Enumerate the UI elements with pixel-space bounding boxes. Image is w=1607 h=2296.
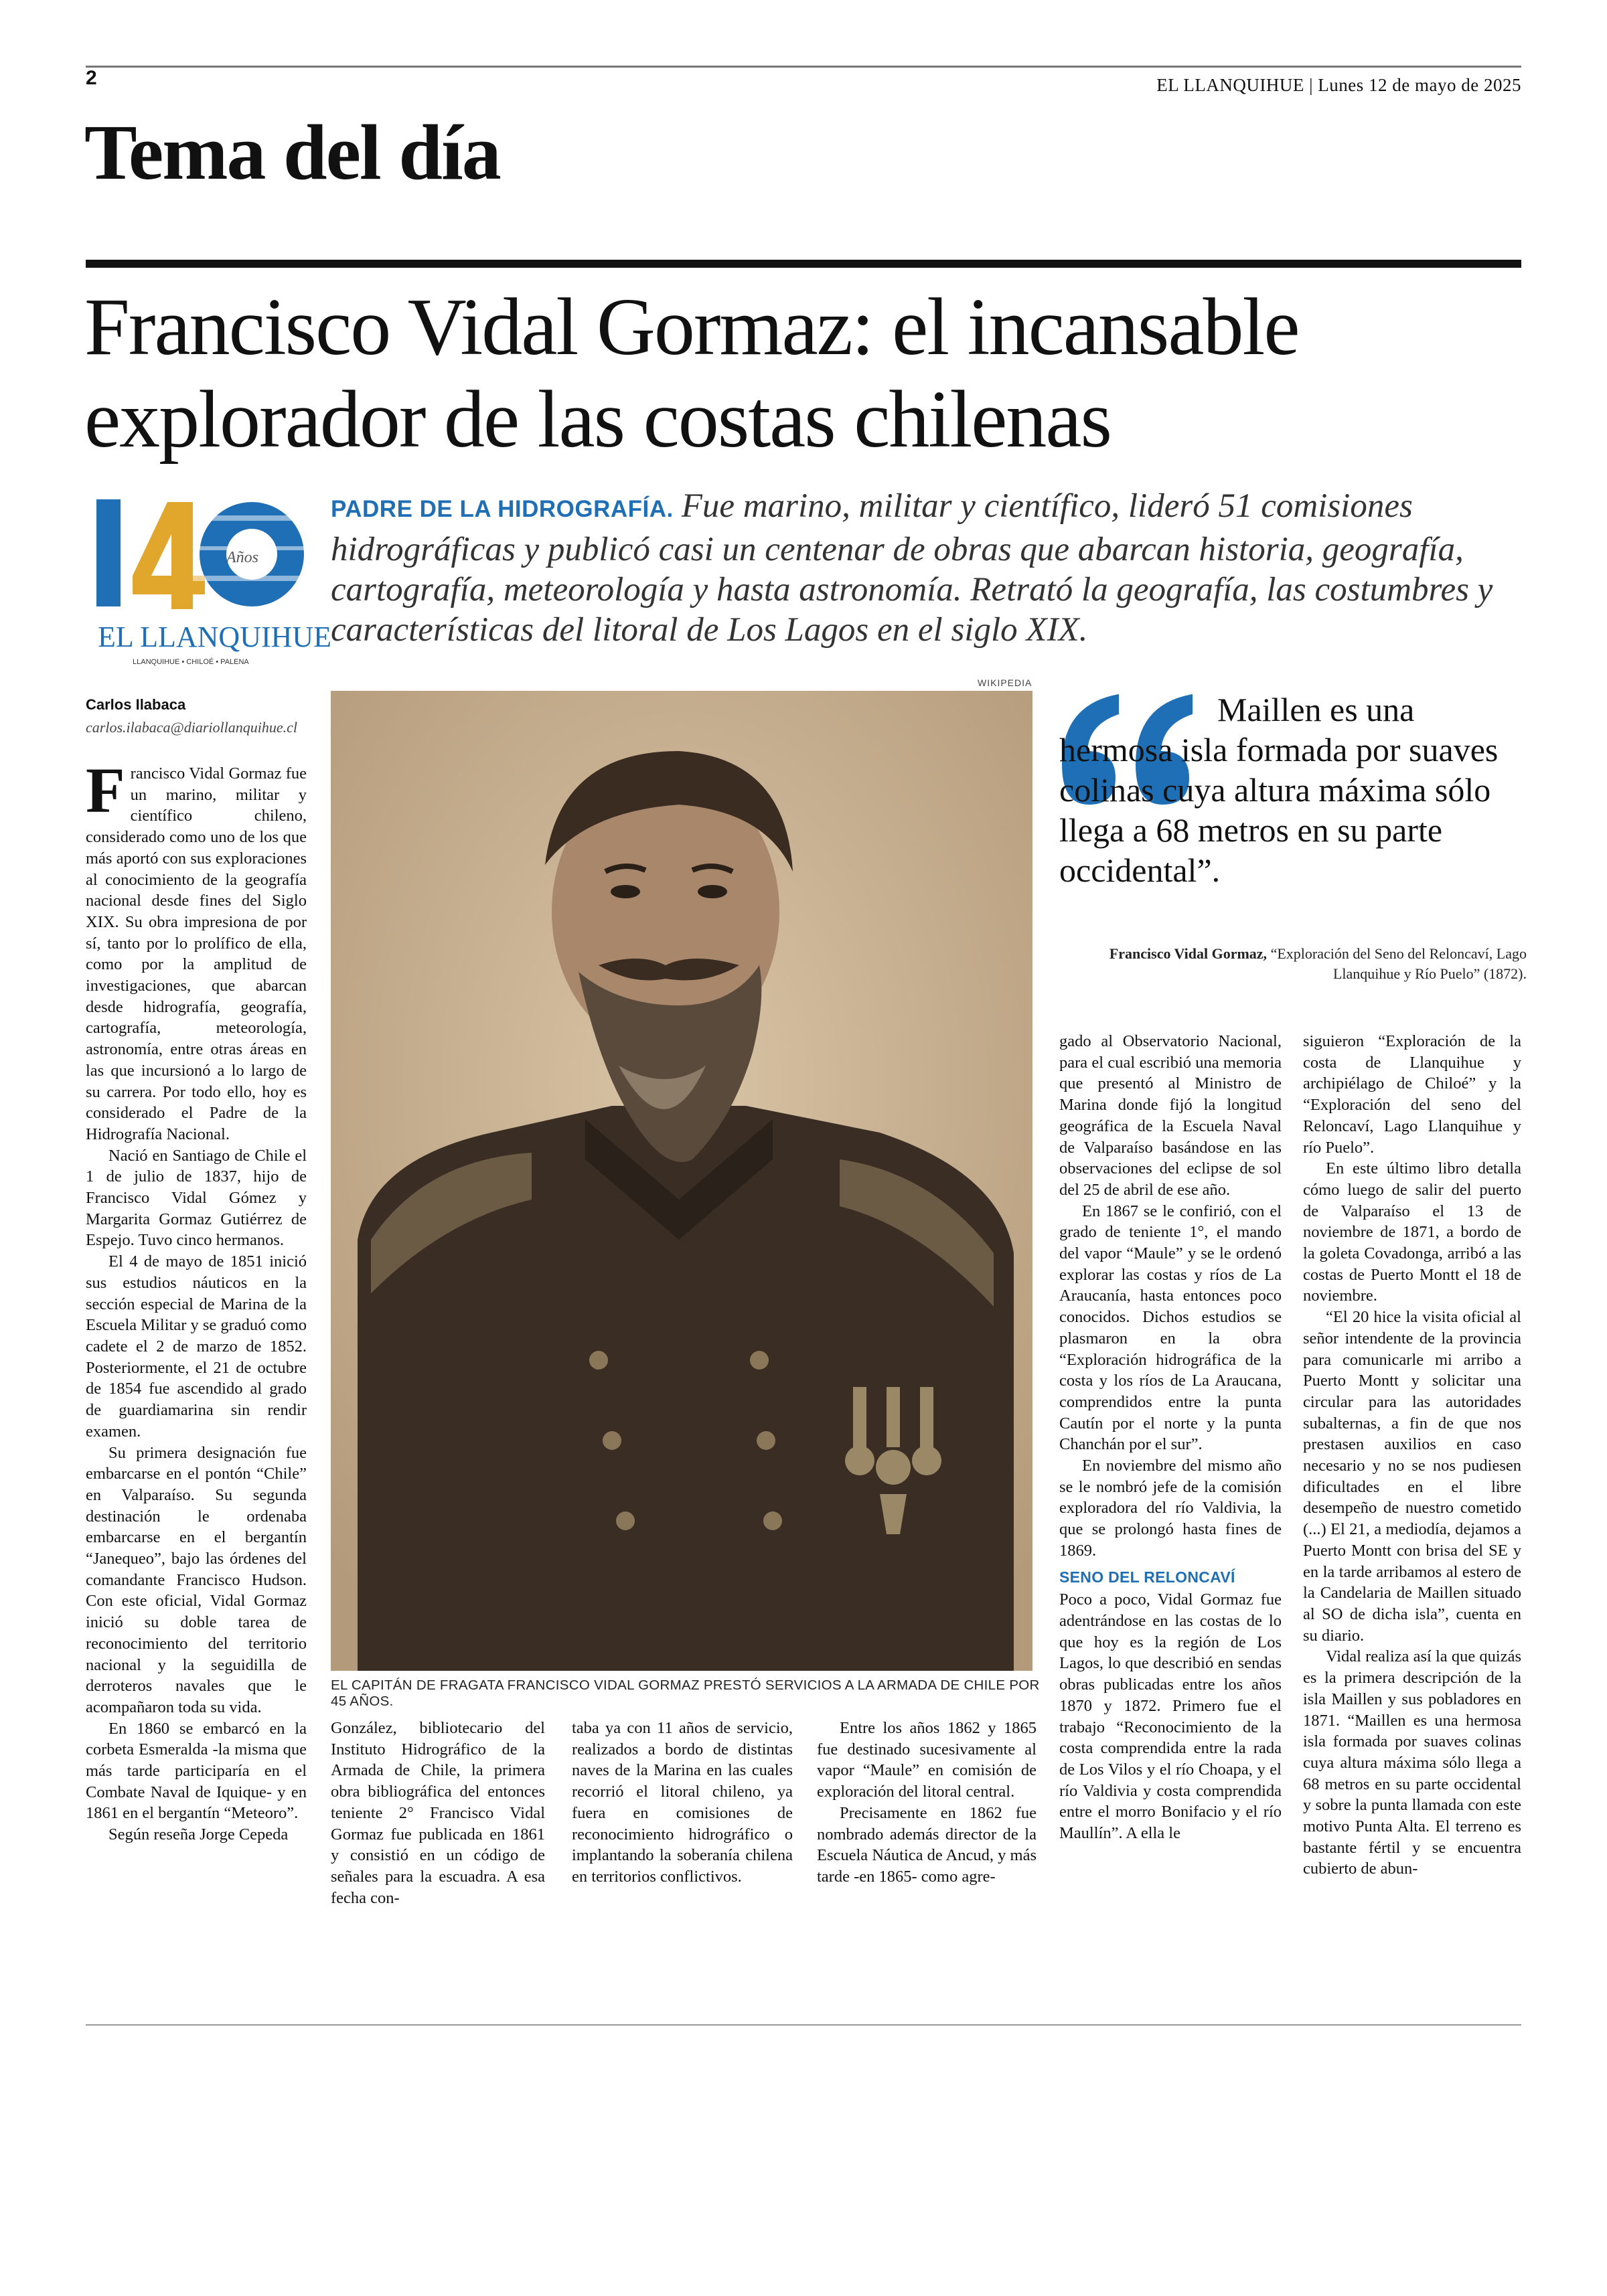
portrait-image [331,691,1032,1671]
logo-anos: Años [226,549,258,566]
paragraph: siguieron “Exploración de la costa de Llanquihue y archipiélago de Chiloé” y la “Exploración del seno del Reloncaví, Lago Llanquihue y río Puelo”. [1303,1032,1521,1157]
body-column-6 [1303,1031,1521,1880]
paragraph: El 4 de mayo de 1851 inició sus estudios náuticos en la sección especial de Marina de la Escuela Militar y se graduó como cadete el 2 de marzo de 1852. Posteriormente, el 21 de octubre de 1854 fue ascendido al grado de guardiamarina sin rendir examen. [86,1252,307,1441]
anniversary-logo [92,495,332,669]
pull-quote-attribution [1085,944,1527,984]
byline-email[interactable]: carlos.ilabaca@diariollanquihue.cl [86,719,297,736]
body-column-3 [572,1718,793,1888]
paragraph: En 1867 se le confirió, con el grado de teniente 1°, el mando del vapor “Maule” y se le ordenó explorar las costas y ríos de La Araucanía, hasta entonces poco conocidos. Dichos estudios se plasmaron en la obra “Exploración hidrográfica de la costa y los ríos de La Araucana, comprendidos entre la punta Cautín por el norte y la punta Chanchán por el sur”. [1059,1202,1282,1454]
quote-attr-name: Francisco Vidal Gormaz, [1109,945,1268,962]
body-column-1 [86,754,307,1846]
headline-line-2: explorador de las costas chilenas [84,374,1111,465]
lead-paragraph [331,486,1523,650]
byline-author: Carlos Ilabaca [86,696,186,713]
dropcap: F [86,754,125,826]
lead-text: Fue marino, militar y científico, lideró 51 comisiones hidrográficas y publicó casi un centenar de obras que abarcan historia, geografía, cartografía, meteorología y hasta astronomía. Retrató la geografía, las costumbres y características del litoral de Los Lagos en el siglo XIX. [331,487,1493,649]
headline-line-1: Francisco Vidal Gormaz: el incansable [84,282,1299,372]
pull-quote-text: Maillen es una hermosa isla formada por suaves colinas cuya altura máxima sólo llega a 68 metros en su parte occidental”. [1059,691,1499,889]
section-title: Tema del día [84,108,500,196]
portrait-photo [331,691,1032,1671]
quote-attr-source: “Exploración del Seno del Reloncaví, Lago Llanquihue y Río Puelo” (1872). [1270,945,1527,982]
body-column-2 [331,1718,545,1908]
paragraph: Su primera designación fue embarcarse en el pontón “Chile” en Valparaíso. Su segunda destinación le ordenaba embarcarse en el bergantín “Janequeo”, bajo las órdenes del comandante Francisco Hudson. Con este oficial, Vidal Gormaz inició su doble tarea de reconocimiento del territorio nacional y la seguidilla de derroteros navales que le acompañaron toda su vida. [86,1443,307,1716]
paragraph: Francisco Vidal Gormaz fue un marino, militar y científico chileno, considerado como uno de los que más aportó con sus exploraciones al conocimiento de la geografía nacional desde fines del Siglo XIX. Su obra impresiona de por sí, tanto por lo prolífico de ella, como por la amplitud de investigaciones, que abarcan desde hidrografía, geografía, cartografía, meteorología, astronomía, entre otras áreas en las que incursionó a lo largo de su carrera. Por todo ello, hoy es considerado el Padre de la Hidrografía Nacional. [86,754,307,1143]
paragraph: Vidal realiza así la que quizás es la primera descripción de la isla Maillen y sus pobladores en 1871. “Maillen es una hermosa isla formada por suaves colinas cuya altura máxima sólo llega a 68 metros en su parte occidental y sobre la punta llamada con este motivo Punta Alta. El terreno es bastante fértil y se encuentra cubierto de abun- [1303,1647,1521,1878]
paragraph: En 1860 se embarcó en la corbeta Esmeralda -la misma que más tarde participaría en el Combate Naval de Iquique- y en 1861 en el bergantín “Meteoro”. [86,1719,307,1823]
paragraph: En noviembre del mismo año se le nombró jefe de la comisión exploradora del río Valdivia, la que se prolongó hasta fines de 1869. [1059,1457,1282,1560]
section-rule [86,260,1521,268]
subheading: SENO DEL RELONCAVÍ [1059,1568,1235,1586]
paragraph: González, bibliotecario del Instituto Hidrográfico de la Armada de Chile, la primera obra bibliográfica del entonces teniente 2° Francisco Vidal Gormaz fue publicada en 1861 y consistió en un código de señales para la escuadra. A esa fecha con- [331,1719,545,1907]
page-number: 2 [86,67,97,89]
paragraph: Nació en Santiago de Chile el 1 de julio de 1837, hijo de Francisco Vidal Gómez y Margarita Gormaz Gutiérrez de Espejo. Tuvo cinco hermanos. [86,1146,307,1250]
paragraph: En este último libro detalla cómo luego de salir del puerto de Valparaíso el 13 de noviembre de 1871, a bordo de la goleta Covadonga, arribó a las costas de Puerto Montt el 18 de noviembre. [1303,1159,1521,1305]
paragraph: gado al Observatorio Nacional, para el cual escribió una memoria que presentó al Ministro de Marina donde fijó la longitud geográfica de la Escuela Naval de Valparaíso basándose en las observaciones del eclipse de sol del 25 de abril de ese año. [1059,1032,1282,1199]
masthead: EL LLANQUIHUE | Lunes 12 de mayo de 2025 [1156,75,1521,95]
body-column-4 [817,1718,1037,1888]
paragraph: Precisamente en 1862 fue nombrado además director de la Escuela Náutica de Ancud, y más tarde -en 1865- como agre- [817,1803,1037,1886]
bottom-rule [86,2024,1521,2026]
lead-kicker: PADRE DE LA HIDROGRAFÍA. [331,496,674,522]
body-column-5 [1059,1031,1282,1844]
logo-brand: EL LLANQUIHUE [98,621,332,653]
logo-tagline: LLANQUIHUE • CHILOÉ • PALENA [133,658,249,666]
paragraph: Poco a poco, Vidal Gormaz fue adentrándose en las costas de lo que hoy es la región de Los Lagos, lo que describió en sendas obras publicadas entre los años 1870 y 1872. Primero fue el trabajo “Reconocimiento de la costa comprendida entre la rada de Los Vilos y el río Choapa, y el río Valdivia y costa comprendida entre el morro Bonifacio y el río Maullín”. A ella le [1059,1590,1282,1843]
top-rule [86,66,1521,68]
pull-quote [1059,689,1528,890]
paragraph: taba ya con 11 años de servicio, realizados a bordo de distintas naves de la Marina en las cuales recorrió el litoral chileno, ya fuera en comisiones de reconocimiento hidrográfico o implantando la soberanía chilena en territorios conflictivos. [572,1719,793,1886]
logo-140-icon [92,495,332,669]
paragraph: Entre los años 1862 y 1865 fue destinado sucesivamente al vapor “Maule” en comisión de exploración del litoral central. [817,1719,1037,1801]
paragraph: “El 20 hice la visita oficial al señor intendente de la provincia para comunicarle mi arribo a Puerto Montt y solicitar una circular para las autoridades subalternas, a fin de que nos prestasen auxilios en caso necesario y no se nos pudiesen dificultades en el libre desempeño de nuestro cometido (...) El 21, a mediodía, dejamos a Puerto Montt con brisa del SE y en la tarde arribamos al estero de la Candelaria de Maillen situado al SO de dicha isla”, cuenta en su diario. [1303,1308,1521,1645]
paragraph: Según reseña Jorge Cepeda [108,1825,289,1844]
headline [84,281,1531,466]
photo-caption: EL CAPITÁN DE FRAGATA FRANCISCO VIDAL GORMAZ PRESTÓ SERVICIOS A LA ARMADA DE CHILE POR 45 AÑOS. [331,1677,1040,1709]
photo-credit: WIKIPEDIA [978,677,1032,688]
